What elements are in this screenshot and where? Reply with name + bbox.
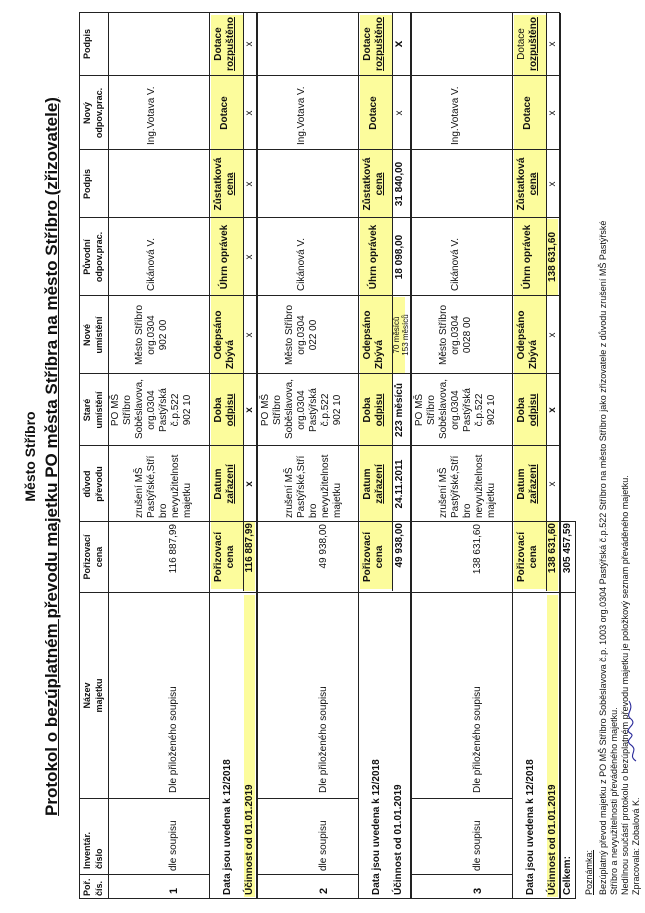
sub-value: x — [244, 481, 255, 487]
col-header-poradi-b: čís. — [94, 880, 104, 896]
col-header-nazev-b: majetku — [94, 678, 104, 713]
sub-value: x — [244, 110, 255, 116]
sub-header: cena — [225, 172, 236, 196]
original-responsible: Cikánová V. — [450, 238, 461, 291]
col-header-podpis2: Podpis — [82, 29, 92, 60]
data-as-of-label: Data jsou uvedena k 12/2018 — [371, 759, 382, 895]
sub-value: x — [394, 110, 405, 116]
sub-header: zařazení — [374, 464, 385, 504]
new-location-line: Město Stříbro — [284, 304, 295, 366]
col-header-puvodni-b: odpov.prac. — [94, 231, 104, 283]
sub-header: cena — [374, 545, 385, 569]
old-location-line: č.p.522 — [170, 393, 181, 427]
sub-header: zařazení — [225, 464, 236, 504]
old-location-line: Pastýřská — [308, 388, 319, 432]
col-header-cena-a: Pořizovací — [82, 534, 92, 580]
old-location-line: PO MŠ — [260, 393, 271, 427]
new-location-line: org.0304 — [450, 315, 461, 355]
new-location-line: 0028 00 — [462, 316, 473, 354]
old-location-line: org.0304 — [450, 390, 461, 430]
acquisition-cost: 49 938,00 — [318, 524, 329, 569]
sub-header: Dotace — [522, 96, 533, 130]
sub-header: Dotace — [213, 27, 224, 61]
reason-line: Pastýřské,Stří — [146, 455, 157, 518]
reason-line: zrušení MŠ — [438, 467, 449, 518]
note-heading: Poznámka: — [584, 849, 594, 895]
old-location-line: Pastýřská — [462, 388, 473, 432]
col-header-inventar-a: Inventár. — [82, 831, 92, 869]
old-location-line: Soběslavova, — [284, 378, 295, 440]
page-title: Protokol o bezúplatném převodu majetku PO města Stříbra na město Stříbro (zřizovatele) — [42, 97, 61, 816]
sub-header: odpisu — [528, 393, 539, 427]
col-header-stare-a: Staré — [82, 398, 92, 422]
sub-header: Dotace — [362, 27, 373, 61]
old-location-line: org.0304 — [296, 390, 307, 430]
sub-value: 49 938,00 — [394, 523, 405, 568]
sub-header: Pořizovací — [362, 531, 373, 583]
old-location-line: Pastýřská — [158, 388, 169, 432]
col-header-podpis1: Podpis — [82, 169, 92, 200]
col-header-nove-b: umístění — [94, 316, 104, 354]
sub-header: Zůstatková — [213, 157, 224, 211]
new-responsible: Ing.Votava V. — [450, 86, 461, 145]
inventory-number: dle soupisu — [168, 820, 179, 871]
old-location-line: PO MŠ — [414, 393, 425, 427]
sub-header: Datum — [213, 468, 224, 500]
sub-value: x — [391, 40, 405, 48]
sub-value: 31 840,00 — [394, 161, 405, 207]
row-number: 2 — [318, 887, 330, 894]
sub-header: Úhrn oprávek — [522, 224, 533, 290]
sub-value: x — [547, 110, 558, 116]
sub-header: Zbývá — [528, 340, 539, 369]
sub-value: x — [244, 181, 255, 187]
sub-value: x — [547, 181, 558, 187]
sub-header: Zbývá — [374, 340, 385, 369]
new-location-line: Město Stříbro — [438, 304, 449, 366]
col-header-novy-b: odpov.prac. — [94, 87, 104, 139]
new-location-line: org.0304 — [146, 315, 157, 355]
total-label: Celkem: — [562, 856, 573, 895]
old-location-line: 902 10 — [182, 394, 193, 426]
new-responsible: Ing.Votava V. — [296, 86, 307, 145]
inventory-number: dle soupisu — [472, 820, 483, 871]
sub-header: Zbývá — [225, 340, 236, 369]
sub-header: cena — [528, 545, 539, 569]
effective-from-label: Účinnost od 01.01.2019 — [547, 784, 558, 895]
note-line: Zpracovala: Zobalová K. — [631, 797, 641, 895]
sub-header: Datum — [516, 468, 527, 500]
sub-value: 153 měsíců — [401, 314, 410, 356]
sub-header: Dotace — [219, 96, 230, 130]
sub-header: odpisu — [225, 393, 236, 427]
sub-header: Doba — [362, 397, 373, 423]
sub-value: x — [244, 332, 255, 338]
handwritten-signature — [625, 699, 641, 763]
acquisition-cost: 138 631,60 — [472, 524, 483, 575]
sub-header: Doba — [516, 397, 527, 423]
new-location-line: 022 00 — [308, 319, 319, 351]
acquisition-cost: 116 887,99 — [168, 524, 179, 574]
sub-value: x — [244, 407, 255, 413]
sub-value: 138 631,60 — [547, 231, 558, 283]
sub-header: Zůstatková — [362, 157, 373, 211]
old-location-line: PO MŠ — [110, 393, 121, 427]
sub-value: 116 887,99 — [244, 523, 255, 573]
sub-header: cena — [528, 172, 539, 196]
reason-line: Pastýřské,Stří — [450, 455, 461, 518]
col-header-nove-a: Nové — [82, 324, 92, 347]
effective-from-label: Účinnost od 01.01.2019 — [244, 784, 255, 895]
sub-header: Dotace — [368, 96, 379, 130]
old-location-line: Soběslavova, — [438, 378, 449, 440]
old-location-line: Stříbro — [122, 395, 133, 426]
reason-line: zrušení MŠ — [284, 467, 295, 518]
sub-header: Zůstatková — [516, 157, 527, 211]
sub-value: x — [244, 254, 255, 260]
sub-value: 24.11.2011 — [394, 459, 405, 509]
new-location-line: org.0304 — [296, 315, 307, 355]
col-header-novy-a: Nový — [82, 102, 92, 125]
note-line: Stříbro a nevyužitelnosti převáděného majetku. — [609, 707, 619, 895]
old-location-line: č.p.522 — [320, 393, 331, 427]
reason-line: bro — [158, 503, 169, 518]
new-location-line: Město Stříbro — [134, 304, 145, 366]
sub-value: 223 měsíců — [394, 383, 405, 437]
city-name: Město Stříbro — [22, 411, 38, 502]
col-header-poradi-a: Poř. — [82, 878, 92, 896]
reason-line: nevyužitelnost — [170, 454, 181, 518]
new-responsible: Ing.Votava V. — [146, 86, 157, 145]
sub-header: cena — [225, 545, 236, 569]
col-header-nazev-a: Název — [82, 682, 92, 709]
sub-value: 138 631,60 — [547, 523, 558, 574]
reason-line: bro — [462, 503, 473, 518]
col-header-cena-b: cena — [94, 546, 104, 568]
sub-header: Odepsáno — [213, 310, 224, 360]
sub-value: 18 098,00 — [394, 234, 405, 280]
sub-header: rozpuštěno — [225, 17, 236, 71]
total-value: 305 457,59 — [562, 523, 573, 574]
reason-line: zrušení MŠ — [134, 467, 145, 518]
old-location-line: org.0304 — [146, 390, 157, 430]
reason-line: majetku — [332, 482, 343, 518]
old-location-line: č.p.522 — [474, 393, 485, 427]
sub-header: Pořizovací — [213, 531, 224, 583]
row-number: 3 — [472, 887, 484, 894]
sub-header: odpisu — [374, 393, 385, 427]
sub-header: Úhrn oprávek — [368, 224, 379, 290]
sub-header: Odepsáno — [362, 310, 373, 360]
note-line: Nedílnou součástí protokolu o bezúplatném převodu majetku je položkový seznam převáděného majetku. — [620, 475, 630, 895]
sub-value: x — [547, 407, 558, 413]
sub-header: Doba — [213, 397, 224, 423]
asset-name: Dle přiloženého soupisu — [168, 686, 179, 793]
asset-name: Dle přiloženého soupisu — [318, 686, 329, 793]
new-location-line: 902 00 — [158, 319, 169, 351]
reason-line: majetku — [182, 482, 193, 518]
sub-value: x — [244, 41, 255, 47]
original-responsible: Cikánová V. — [296, 238, 307, 291]
reason-line: Pastýřské,Stří — [296, 455, 307, 518]
data-as-of-label: Data jsou uvedena k 12/2018 — [222, 759, 233, 895]
sub-header: zařazení — [528, 464, 539, 504]
original-responsible: Cikánová V. — [146, 238, 157, 291]
data-as-of-label: Data jsou uvedena k 12/2018 — [525, 759, 536, 895]
reason-line: nevyužitelnost — [320, 454, 331, 518]
col-header-inventar-b: číslo — [94, 848, 104, 869]
sub-header: rozpuštěno — [374, 17, 385, 71]
row-number: 1 — [168, 887, 180, 894]
sub-header: Datum — [362, 468, 373, 500]
col-header-stare-b: umístění — [94, 391, 104, 429]
col-header-puvodni-a: Původní — [82, 239, 92, 275]
old-location-line: Stříbro — [426, 395, 437, 426]
col-header-duvod-a: důvod — [82, 470, 92, 498]
asset-name: Dle přiloženého soupisu — [472, 686, 483, 793]
old-location-line: 902 10 — [486, 394, 497, 426]
note-line: Bezúplatný převod majetku z PO MŠ Stříbro Soběslavova č.p. 1003 org.0304 Pastýřská č.p.522 Stříbro na město Stříbro jako zřizovatele z důvodu zrušení MŠ Pastýřské — [598, 220, 608, 895]
sub-value: 70 měsíců — [392, 316, 401, 354]
old-location-line: 902 10 — [332, 394, 343, 426]
sub-header: Úhrn oprávek — [219, 224, 230, 290]
sub-header: rozpuštěno — [528, 17, 539, 71]
sub-value: x — [547, 332, 558, 338]
reason-line: nevyužitelnost — [474, 454, 485, 518]
sub-header: Odepsáno — [516, 310, 527, 360]
sub-header: Pořizovací — [516, 531, 527, 583]
inventory-number: dle soupisu — [318, 820, 329, 871]
col-header-duvod-b: převodu — [94, 466, 104, 502]
reason-line: bro — [308, 503, 319, 518]
sub-header: cena — [374, 172, 385, 196]
effective-from-label: Účinnost od 01.01.2019 — [393, 784, 404, 895]
old-location-line: Stříbro — [272, 395, 283, 426]
sub-header: Dotace — [516, 28, 527, 60]
old-location-line: Soběslavova, — [134, 378, 145, 440]
sub-value: x — [547, 481, 558, 487]
sub-value: x — [547, 41, 558, 47]
reason-line: majetku — [486, 482, 497, 518]
